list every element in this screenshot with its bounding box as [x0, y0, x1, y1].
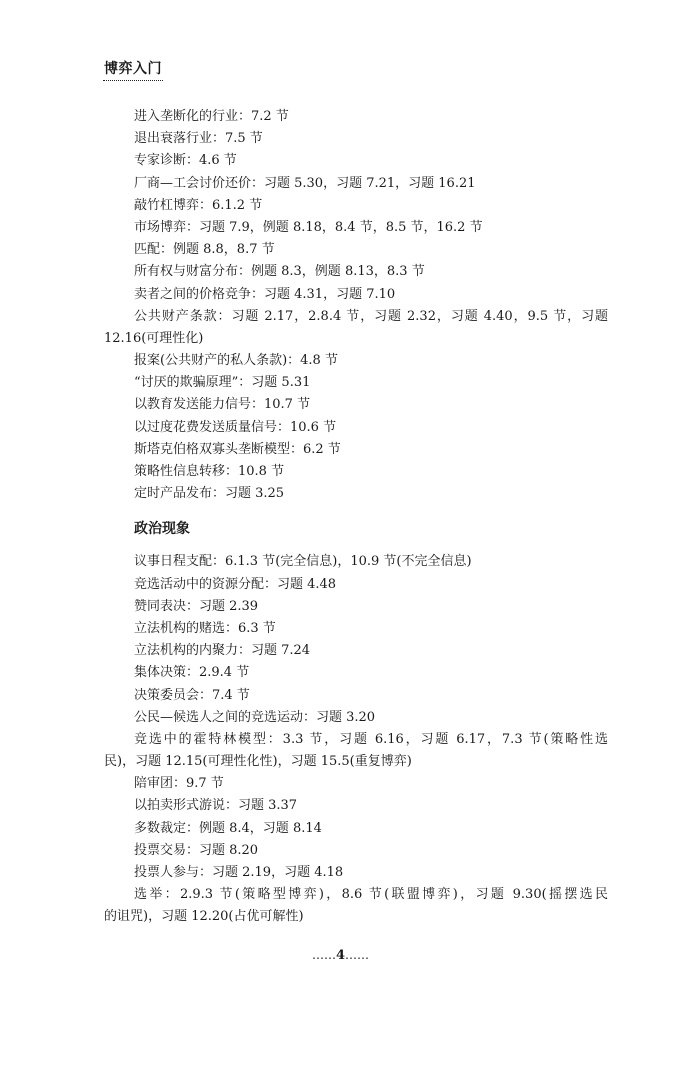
index-entry: 投票人参与：习题 2.19，习题 4.18 [134, 865, 344, 880]
index-entry: 议事日程支配：6.1.3 节(完全信息)，10.9 节(不完全信息) [134, 554, 472, 570]
index-list-part2 [104, 551, 608, 928]
page-number-dots-right: …… [345, 948, 370, 962]
index-entry: “讨厌的欺骗原理”：习题 5.31 [134, 375, 311, 391]
index-entry: 集体决策：2.9.4 节 [134, 665, 250, 681]
index-entry: 退出衰落行业：7.5 节 [134, 131, 263, 147]
index-entry-continuation: 民)，习题 12.15(可理性化性)，习题 15.5(重复博弈) [104, 754, 412, 770]
index-entry: 投票交易：习题 8.20 [134, 842, 259, 858]
index-entry: 专家诊断：4.6 节 [134, 153, 237, 169]
index-entry: 多数裁定：例题 8.4，习题 8.14 [134, 820, 322, 836]
index-entry: 厂商—工会讨价还价：习题 5.30，习题 7.21，习题 16.21 [134, 175, 476, 191]
index-entry: 公共财产条款：习题 2.17，2.8.4 节，习题 2.32，习题 4.40，9.5 节，习题 [134, 308, 608, 324]
index-entry: 卖者之间的价格竞争：习题 4.31，习题 7.10 [134, 286, 396, 302]
index-entry: 进入垄断化的行业：7.2 节 [134, 109, 289, 124]
index-entry: 定时产品发布：习题 3.25 [134, 486, 285, 502]
index-list-part1 [104, 106, 608, 505]
index-entry: 以过度花费发送质量信号：10.6 节 [134, 419, 337, 435]
index-entry: 报案(公共财产的私人条款)：4.8 节 [134, 353, 338, 369]
page-number-value: 4 [335, 948, 346, 963]
index-entry: 竞选活动中的资源分配：习题 4.48 [134, 576, 337, 592]
index-entry-continuation: 的诅咒)，习题 12.20(占优可解性) [104, 909, 304, 925]
index-entry: 所有权与财富分布：例题 8.3，例题 8.13，8.3 节 [134, 264, 425, 280]
index-entry: 决策委员会：7.4 节 [134, 687, 250, 703]
index-entry: 陪审团：9.7 节 [134, 776, 224, 792]
index-entry: 赞同表决：习题 2.39 [134, 598, 259, 614]
index-entry: 立法机构的内聚力：习题 7.24 [134, 643, 311, 659]
index-entry: 选举：2.9.3 节(策略型博弈)，8.6 节(联盟博弈)，习题 9.30(摇摆选民 [134, 887, 608, 903]
index-entry: 公民—候选人之间的竞选运动：习题 3.20 [134, 709, 376, 725]
page-number [0, 948, 681, 963]
index-entry: 策略性信息转移：10.8 节 [134, 464, 285, 479]
header-dotted-rule [103, 80, 163, 81]
section-title: 政治现象 [134, 521, 190, 538]
index-entry: 以教育发送能力信号：10.7 节 [134, 397, 311, 413]
index-entry: 以拍卖形式游说：习题 3.37 [134, 798, 298, 814]
index-entry: 匹配：例题 8.8，8.7 节 [134, 242, 275, 258]
index-content [104, 106, 608, 929]
index-entry-continuation: 12.16(可理性化) [104, 330, 204, 346]
index-entry: 立法机构的赌选：6.3 节 [134, 620, 276, 636]
index-entry: 敲竹杠博弈：6.1.2 节 [134, 197, 263, 213]
index-entry: 斯塔克伯格双寡头垄断模型：6.2 节 [134, 441, 341, 457]
index-entry: 市场博弈：习题 7.9，例题 8.18，8.4 节，8.5 节，16.2 节 [134, 219, 483, 235]
page-number-dots-left: …… [311, 948, 336, 962]
running-header: 博弈入门 [104, 61, 162, 77]
index-entry: 竞选中的霍特林模型：3.3 节，习题 6.16，习题 6.17，7.3 节(策略性选 [134, 731, 608, 747]
